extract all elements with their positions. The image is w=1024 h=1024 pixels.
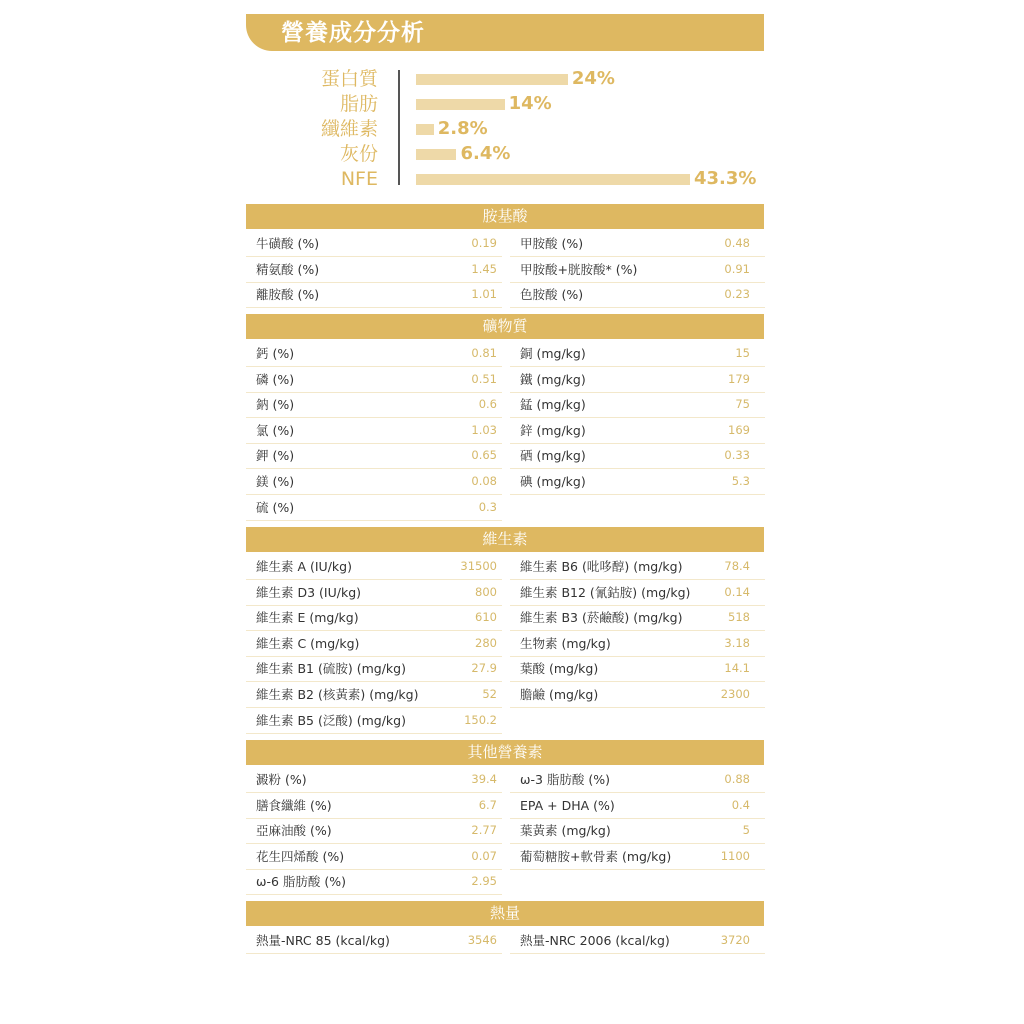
bar: [416, 74, 568, 85]
bar: [416, 124, 434, 135]
nutrient-value: 0.19: [471, 236, 497, 250]
nutrient-label: 生物素 (mg/kg): [520, 635, 611, 651]
nutrient-value: 150.2: [464, 712, 497, 727]
nutrient-label: 葉酸 (mg/kg): [520, 661, 599, 677]
nutrient-value: 6.7: [478, 797, 497, 812]
table-row: [510, 844, 765, 870]
nutrient-label: 銅 (mg/kg): [520, 346, 586, 361]
table-row: [246, 767, 502, 793]
nutrient-value: 610: [475, 610, 497, 625]
nutrient-label: 鎂 (%): [256, 474, 295, 489]
table-row: [246, 844, 502, 870]
section-header: 礦物質: [246, 314, 764, 339]
nutrient-value: 0.81: [471, 346, 497, 360]
nutrient-value: 2.95: [471, 874, 497, 889]
table-row: [246, 554, 502, 580]
table-row: [510, 231, 765, 257]
nutrient-value: 78.4: [724, 559, 750, 573]
nutrient-value: 0.23: [724, 287, 750, 302]
nutrient-value: 3.18: [724, 635, 750, 650]
table-row: [246, 869, 502, 895]
bar-label: NFE: [340, 168, 378, 190]
nutrient-value: 0.4: [731, 797, 750, 812]
nutrient-value: 3546: [467, 933, 497, 947]
nutrient-value: 52: [482, 687, 497, 701]
page-title: 營養成分分析: [281, 20, 425, 46]
nutrient-value: 0.65: [471, 448, 497, 463]
nutrient-value: 0.91: [724, 261, 750, 276]
nutrient-label: 熱量-NRC 2006 (kcal/kg): [520, 933, 670, 948]
nutrient-label: 澱粉 (%): [256, 772, 307, 787]
nutrient-label: 離胺酸 (%): [256, 287, 320, 303]
nutrient-value: 169: [728, 422, 750, 437]
nutrient-value: 518: [728, 610, 750, 625]
table-row: [246, 580, 502, 606]
nutrient-label: EPA + DHA (%): [520, 797, 615, 813]
nutrient-label: 碘 (mg/kg): [520, 474, 586, 489]
nutrient-label: 維生素 B2 (核黃素) (mg/kg): [256, 687, 419, 702]
table-row: [246, 631, 502, 657]
table-row: [246, 708, 502, 734]
nutrient-label: 甲胺酸+胱胺酸* (%): [520, 261, 638, 277]
bar: [416, 99, 505, 110]
nutrient-label: 葡萄糖胺+軟骨素 (mg/kg): [520, 848, 672, 864]
nutrient-label: 鉀 (%): [256, 448, 295, 464]
nutrient-label: 熱量-NRC 85 (kcal/kg): [256, 933, 390, 948]
table-row: [246, 605, 502, 631]
nutrient-label: 維生素 A (IU/kg): [256, 559, 352, 574]
nutrient-label: 膳食纖維 (%): [256, 797, 332, 813]
nutrient-label: 氯 (%): [256, 422, 295, 438]
nutrient-label: 鋅 (mg/kg): [520, 422, 586, 438]
nutrient-label: 色胺酸 (%): [520, 287, 584, 303]
nutrient-label: 維生素 B12 (氰鈷胺) (mg/kg): [520, 584, 691, 600]
nutrient-value: 14.1: [724, 661, 750, 676]
nutrient-value: 0.88: [724, 772, 750, 786]
table-row: [246, 443, 502, 469]
composition-bar-chart: [0, 0, 1024, 200]
table-row: [246, 818, 502, 844]
table-row: [246, 257, 502, 283]
bar: [416, 149, 456, 160]
nutrient-label: 維生素 B6 (吡哆醇) (mg/kg): [520, 559, 683, 574]
bar-value-label: 14%: [508, 93, 552, 114]
nutrient-value: 1.03: [471, 422, 497, 437]
nutrient-label: 維生素 B5 (泛酸) (mg/kg): [256, 712, 406, 728]
table-row: [510, 554, 765, 580]
section-header: 其他營養素: [246, 740, 764, 765]
nutrient-value: 39.4: [471, 772, 497, 786]
bar-label: 灰份: [339, 143, 378, 165]
nutrient-label: 葉黃素 (mg/kg): [520, 823, 611, 839]
table-row: [510, 682, 765, 708]
bar: [416, 174, 690, 185]
table-row: [510, 392, 765, 418]
table-row: [246, 793, 502, 819]
table-row: [510, 656, 765, 682]
table-row: [246, 469, 502, 495]
nutrient-value: 27.9: [471, 661, 497, 676]
nutrient-value: 1100: [720, 848, 750, 863]
nutrient-value: 1.01: [471, 287, 497, 302]
nutrient-value: 0.48: [724, 236, 750, 250]
table-row: [510, 367, 765, 393]
nutrient-label: 維生素 B1 (硫胺) (mg/kg): [256, 661, 406, 677]
bar-value-label: 43.3%: [694, 168, 757, 189]
nutrient-label: 磷 (%): [256, 371, 295, 387]
nutrient-label: 甲胺酸 (%): [520, 236, 584, 251]
table-row: [246, 495, 502, 521]
nutrient-value: 2.77: [471, 823, 497, 838]
nutrient-label: 維生素 C (mg/kg): [256, 635, 360, 651]
table-row: [510, 605, 765, 631]
nutrient-value: 0.33: [724, 448, 750, 463]
table-row: [246, 231, 502, 257]
table-row: [510, 341, 765, 367]
table-row: [510, 767, 765, 793]
bar-label: 蛋白質: [320, 68, 378, 90]
section-header: 胺基酸: [246, 204, 764, 229]
bar-chart-axis: [398, 70, 400, 185]
table-row: [510, 418, 765, 444]
nutrient-label: 亞麻油酸 (%): [256, 823, 332, 839]
nutrient-value: 0.08: [471, 474, 497, 488]
nutrient-value: 75: [735, 397, 750, 412]
nutrient-value: 15: [735, 346, 750, 360]
section-header: 熱量: [246, 901, 764, 926]
nutrient-label: 膽鹼 (mg/kg): [520, 687, 599, 702]
table-row: [510, 257, 765, 283]
table-row: [510, 443, 765, 469]
nutrient-value: 31500: [460, 559, 497, 573]
nutrient-value: 1.45: [471, 261, 497, 276]
table-row: [246, 392, 502, 418]
nutrient-value: 0.3: [478, 499, 497, 514]
table-row: [246, 282, 502, 308]
nutrient-label: 鈣 (%): [256, 346, 295, 361]
nutrient-value: 280: [475, 635, 497, 650]
table-row: [510, 580, 765, 606]
nutrient-value: 0.6: [478, 397, 497, 412]
nutrient-value: 5.3: [731, 474, 750, 488]
nutrient-label: 鈉 (%): [256, 397, 295, 413]
bar-label: 纖維素: [320, 118, 378, 140]
table-row: [246, 341, 502, 367]
table-row: [510, 928, 765, 954]
nutrient-value: 2300: [720, 687, 750, 701]
nutrient-label: 維生素 B3 (菸鹼酸) (mg/kg): [520, 610, 683, 626]
nutrient-label: 花生四烯酸 (%): [256, 848, 345, 864]
nutrient-value: 0.14: [724, 584, 750, 599]
bar-value-label: 2.8%: [437, 118, 488, 139]
nutrient-label: 硫 (%): [256, 499, 295, 515]
nutrient-value: 5: [742, 823, 750, 838]
section-header: 維生素: [246, 527, 764, 552]
table-row: [510, 631, 765, 657]
table-row: [246, 367, 502, 393]
bar-label: 脂肪: [339, 93, 378, 115]
nutrient-value: 0.51: [471, 371, 497, 386]
table-row: [246, 682, 502, 708]
table-row: [246, 418, 502, 444]
table-row: [246, 656, 502, 682]
nutrient-label: ω-6 脂肪酸 (%): [256, 874, 347, 890]
bar-value-label: 6.4%: [460, 143, 511, 164]
table-row: [510, 793, 765, 819]
table-row: [246, 928, 502, 954]
nutrient-label: ω-3 脂肪酸 (%): [520, 772, 611, 787]
nutrient-label: 鐵 (mg/kg): [520, 371, 586, 387]
table-row: [510, 469, 765, 495]
nutrient-value: 3720: [720, 933, 750, 947]
nutrient-value: 179: [728, 371, 750, 386]
nutrient-label: 維生素 D3 (IU/kg): [256, 584, 361, 600]
table-row: [510, 818, 765, 844]
nutrient-label: 牛磺酸 (%): [256, 236, 320, 251]
nutrient-label: 精氨酸 (%): [256, 261, 320, 277]
nutrient-label: 硒 (mg/kg): [520, 448, 586, 464]
nutrient-label: 維生素 E (mg/kg): [256, 610, 359, 626]
nutrient-label: 錳 (mg/kg): [520, 397, 586, 413]
nutrient-value: 800: [475, 584, 497, 599]
table-row: [510, 282, 765, 308]
nutrient-value: 0.07: [471, 848, 497, 863]
bar-value-label: 24%: [571, 68, 615, 89]
